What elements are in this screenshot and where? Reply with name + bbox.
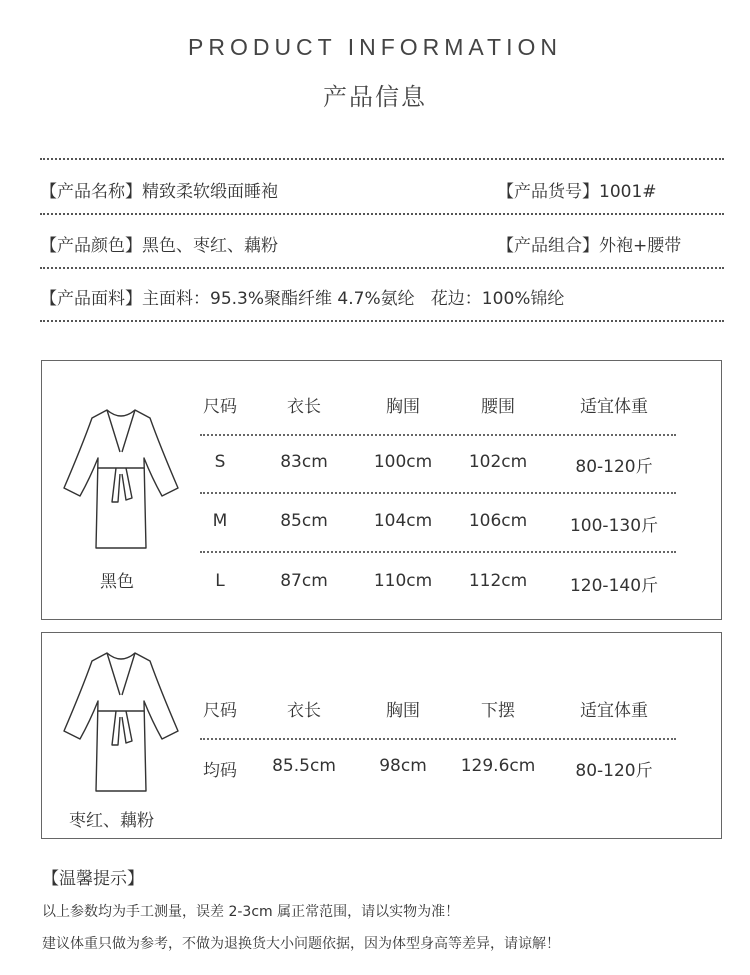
product-fabric: 【产品面料】主面料：95.3%聚酯纤维 4.7%氨纶 花边：100%锦纶 bbox=[40, 289, 565, 309]
cell-waist: 102cm bbox=[468, 452, 528, 472]
product-combo: 【产品组合】外袍+腰带 bbox=[497, 236, 682, 256]
cell-length: 83cm bbox=[280, 452, 328, 472]
header-weight: 适宜体重 bbox=[580, 701, 648, 721]
cell-size: M bbox=[212, 511, 228, 531]
size-table-black bbox=[41, 360, 722, 620]
header-hem: 下摆 bbox=[481, 701, 515, 721]
robe-icon bbox=[62, 406, 180, 554]
header-bust: 胸围 bbox=[386, 397, 420, 417]
robe-icon bbox=[62, 649, 180, 797]
cell-length: 87cm bbox=[280, 571, 328, 591]
tip-line: 以上参数均为手工测量，误差 2-3cm 属正常范围，请以实物为准！ bbox=[42, 904, 460, 920]
cell-length: 85cm bbox=[280, 511, 328, 531]
tip-line: 建议体重只做为参考，不做为退换货大小问题依据，因为体型身高等差异，请谅解！ bbox=[42, 936, 560, 952]
title-en: PRODUCT INFORMATION bbox=[188, 34, 562, 60]
header-size: 尺码 bbox=[203, 701, 237, 721]
row-divider bbox=[200, 738, 676, 740]
cell-size: 均码 bbox=[203, 761, 237, 781]
product-colors: 【产品颜色】黑色、枣红、藕粉 bbox=[40, 236, 278, 256]
header-bust: 胸围 bbox=[386, 701, 420, 721]
tips-title: 【温馨提示】 bbox=[42, 869, 144, 889]
title-cn: 产品信息 bbox=[323, 83, 427, 111]
product-name: 【产品名称】精致柔软缎面睡袍 bbox=[40, 182, 278, 202]
cell-waist: 106cm bbox=[468, 511, 528, 531]
divider bbox=[40, 158, 724, 160]
cell-bust: 98cm bbox=[379, 756, 427, 776]
cell-weight: 100-130斤 bbox=[569, 516, 659, 536]
cell-bust: 104cm bbox=[373, 511, 433, 531]
divider bbox=[40, 267, 724, 269]
robe-label: 枣红、藕粉 bbox=[69, 811, 154, 831]
cell-waist: 112cm bbox=[468, 571, 528, 591]
row-divider bbox=[200, 551, 676, 553]
row-divider bbox=[200, 434, 676, 436]
cell-bust: 100cm bbox=[373, 452, 433, 472]
cell-weight: 80-120斤 bbox=[575, 457, 653, 477]
header-waist: 腰围 bbox=[481, 397, 515, 417]
robe-label: 黑色 bbox=[100, 572, 134, 592]
cell-weight: 120-140斤 bbox=[569, 576, 659, 596]
divider bbox=[40, 320, 724, 322]
product-item-no: 【产品货号】1001# bbox=[497, 182, 657, 202]
cell-size: S bbox=[214, 452, 226, 472]
cell-weight: 80-120斤 bbox=[575, 761, 653, 781]
header-length: 衣长 bbox=[287, 397, 321, 417]
size-table-red-pink bbox=[41, 632, 722, 839]
row-divider bbox=[200, 492, 676, 494]
cell-bust: 110cm bbox=[373, 571, 433, 591]
header-length: 衣长 bbox=[287, 701, 321, 721]
divider bbox=[40, 213, 724, 215]
cell-hem: 129.6cm bbox=[460, 756, 536, 776]
header-size: 尺码 bbox=[203, 397, 237, 417]
cell-length: 85.5cm bbox=[272, 756, 336, 776]
cell-size: L bbox=[215, 571, 225, 591]
header-weight: 适宜体重 bbox=[580, 397, 648, 417]
